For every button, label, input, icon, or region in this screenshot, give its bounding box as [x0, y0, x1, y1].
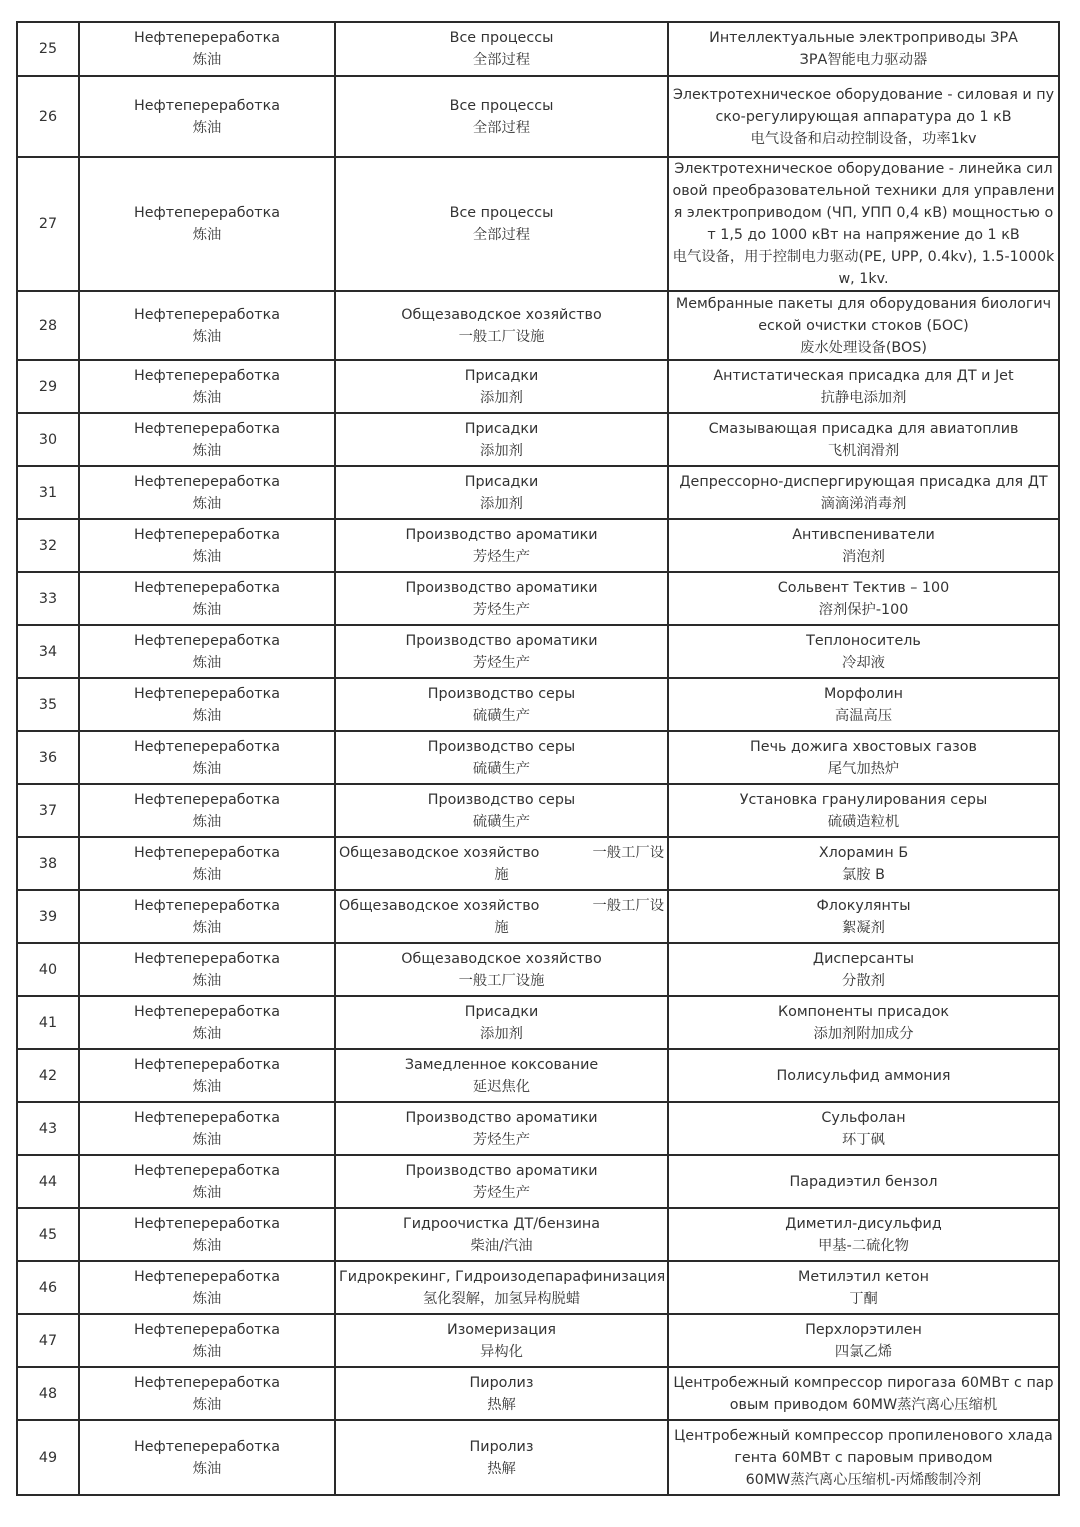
process-ru: Пиролиз [469, 1438, 534, 1455]
product-ru: Интеллектуальные электроприводы ЗРА [709, 30, 1018, 46]
process-zh: 延迟焦化 [472, 1078, 531, 1095]
industry-zh: 炼油 [192, 1237, 222, 1254]
industry-zh: 炼油 [192, 1343, 222, 1360]
product-cell [668, 625, 1059, 678]
process-zh-tail: 施 [494, 866, 509, 883]
industry-zh: 炼油 [192, 1460, 222, 1477]
process-ru: Производство серы [427, 738, 576, 755]
process-cell [335, 466, 668, 519]
product-ru: Антивспениватели [792, 526, 935, 543]
table-row [17, 996, 1059, 1049]
product-zh: 环丁砜 [842, 1131, 885, 1148]
industry-zh: 炼油 [192, 919, 222, 936]
product-text: Центробежный компрессор пирогаза 60МВт с паровым приводом 60MW蒸汽离心压缩机 [673, 1374, 1054, 1413]
product-zh: 高温高压 [834, 707, 893, 724]
table-row [17, 784, 1059, 837]
product-cell [668, 360, 1059, 413]
product-cell [668, 519, 1059, 572]
product-ru: Антистатическая присадка для ДТ и Jet [713, 367, 1014, 384]
industry-cell [79, 943, 335, 996]
product-cell [668, 731, 1059, 784]
table-row [17, 360, 1059, 413]
process-cell [335, 890, 668, 943]
process-ru: Гидрокрекинг, Гидроизодепарафинизация [339, 1268, 666, 1285]
process-ru: Присадки [464, 367, 539, 384]
process-cell [335, 731, 668, 784]
industry-ru: Нефтепереработка [133, 526, 281, 543]
table-row [17, 157, 1059, 291]
process-ru: Присадки [464, 1003, 539, 1020]
row-number: 26 [17, 76, 79, 157]
table-row [17, 1314, 1059, 1367]
industry-zh: 炼油 [192, 654, 222, 671]
industry-zh: 炼油 [192, 495, 222, 512]
process-zh: 添加剂 [480, 442, 523, 459]
process-cell [335, 1208, 668, 1261]
product-cell [668, 1314, 1059, 1367]
product-cell [668, 996, 1059, 1049]
industry-ru: Нефтепереработка [133, 1374, 281, 1391]
row-number: 43 [17, 1102, 79, 1155]
product-zh: 60MW蒸汽离心压缩机-丙烯酸制冷剂 [745, 1471, 982, 1488]
industry-ru: Нефтепереработка [133, 897, 281, 914]
product-zh: 滴滴涕消毒剂 [820, 495, 907, 512]
table-row [17, 1102, 1059, 1155]
row-number: 49 [17, 1420, 79, 1495]
industry-cell [79, 837, 335, 890]
product-zh: 硫磺造粒机 [827, 813, 900, 830]
product-ru: Установка гранулирования серы [739, 791, 988, 808]
row-number: 27 [17, 157, 79, 291]
product-ru: Электротехническое оборудование - линейка силовой преобразовательной техники для управления электроприводом (ЧП, УПП 0,4 кВ) мощностью от 1,5 до 1000 кВт на напряжение до 1 кВ [672, 161, 1055, 243]
process-zh: 氢化裂解，加氢异构脱蜡 [422, 1290, 581, 1307]
process-line [339, 842, 664, 864]
product-ru: Морфолин [824, 685, 903, 702]
process-ru: Производство серы [427, 791, 576, 808]
industry-ru: Нефтепереработка [133, 1003, 281, 1020]
table-row [17, 1261, 1059, 1314]
industry-ru: Нефтепереработка [133, 791, 281, 808]
process-cell [335, 1261, 668, 1314]
product-zh: 飞机润滑剂 [827, 442, 900, 459]
industry-ru: Нефтепереработка [133, 1268, 281, 1285]
process-zh: 芳烃生产 [472, 601, 531, 618]
product-cell [668, 1261, 1059, 1314]
product-zh: 分散剂 [842, 972, 885, 989]
table-row [17, 1420, 1059, 1495]
process-zh: 热解 [487, 1396, 516, 1413]
product-cell [668, 943, 1059, 996]
process-ru: Общезаводское хозяйство [401, 306, 602, 323]
process-cell [335, 1314, 668, 1367]
product-cell [668, 291, 1059, 360]
process-zh: 异构化 [480, 1343, 523, 1360]
industry-cell [79, 157, 335, 291]
product-cell [668, 890, 1059, 943]
industry-cell [79, 1420, 335, 1495]
product-ru: Сольвент Тектив – 100 [777, 579, 950, 596]
product-ru: Депрессорно-диспергирующая присадка для ДТ [679, 473, 1048, 490]
industry-cell [79, 1155, 335, 1208]
product-zh: 电气设备和启动控制设备，功率1kv [750, 130, 977, 147]
product-cell [668, 1155, 1059, 1208]
process-ru: Замедленное коксование [404, 1056, 599, 1073]
process-ru: Общезаводское хозяйство [401, 950, 602, 967]
row-number: 33 [17, 572, 79, 625]
industry-zh: 炼油 [192, 1025, 222, 1042]
product-zh: 絮凝剂 [842, 919, 885, 936]
row-number: 31 [17, 466, 79, 519]
product-ru: Сульфолан [821, 1109, 906, 1126]
row-number: 48 [17, 1367, 79, 1420]
process-zh: 硫磺生产 [472, 813, 531, 830]
industry-zh: 炼油 [192, 442, 222, 459]
industry-ru: Нефтепереработка [133, 1056, 281, 1073]
process-ru: Присадки [464, 473, 539, 490]
industry-zh: 炼油 [192, 1184, 222, 1201]
product-ru: Компоненты присадок [777, 1003, 950, 1020]
table-row [17, 678, 1059, 731]
row-number: 29 [17, 360, 79, 413]
process-zh: 芳烃生产 [472, 1131, 531, 1148]
process-zh: 硫磺生产 [472, 707, 531, 724]
process-cell [335, 76, 668, 157]
process-ru: Производство серы [427, 685, 576, 702]
product-ru: Печь дожига хвостовых газов [750, 738, 977, 755]
industry-zh: 炼油 [192, 972, 222, 989]
process-zh: 一般工厂设 [592, 844, 664, 861]
table-row [17, 291, 1059, 360]
product-cell [668, 22, 1059, 76]
process-ru: Производство ароматики [405, 579, 598, 596]
industry-ru: Нефтепереработка [133, 738, 281, 755]
table-body [17, 22, 1059, 1495]
row-number: 45 [17, 1208, 79, 1261]
product-cell [668, 413, 1059, 466]
industry-cell [79, 466, 335, 519]
industry-zh: 炼油 [192, 119, 222, 136]
process-zh: 全部过程 [472, 52, 531, 68]
industry-zh: 炼油 [192, 1131, 222, 1148]
table-row [17, 837, 1059, 890]
process-cell [335, 1102, 668, 1155]
industry-ru: Нефтепереработка [133, 420, 281, 437]
process-cell [335, 996, 668, 1049]
industry-cell [79, 1102, 335, 1155]
industry-ru: Нефтепереработка [133, 844, 281, 861]
industry-ru: Нефтепереработка [133, 205, 281, 221]
industry-ru: Нефтепереработка [133, 306, 281, 323]
table-row [17, 22, 1059, 76]
process-cell [335, 291, 668, 360]
process-cell [335, 784, 668, 837]
product-ru: Диметил-дисульфид [785, 1215, 942, 1232]
process-zh: 全部过程 [472, 227, 531, 243]
process-zh-tail: 施 [494, 919, 509, 936]
product-zh: 甲基-二硫化物 [818, 1237, 909, 1254]
industry-cell [79, 784, 335, 837]
table-row [17, 1155, 1059, 1208]
process-ru: Изомеризация [447, 1321, 556, 1338]
product-zh: 氯胺 B [842, 866, 885, 883]
product-cell [668, 157, 1059, 291]
industry-zh: 炼油 [192, 760, 222, 777]
industry-ru: Нефтепереработка [133, 1162, 281, 1179]
row-number: 38 [17, 837, 79, 890]
product-cell [668, 1049, 1059, 1102]
industry-zh: 炼油 [192, 389, 222, 406]
industry-zh: 炼油 [192, 1078, 222, 1095]
process-ru: Производство ароматики [405, 526, 598, 543]
process-cell [335, 625, 668, 678]
industry-cell [79, 678, 335, 731]
industry-ru: Нефтепереработка [133, 950, 281, 967]
industry-zh: 炼油 [192, 1290, 222, 1307]
table-row [17, 519, 1059, 572]
row-number: 46 [17, 1261, 79, 1314]
process-ru: Общезаводское хозяйство [339, 897, 540, 914]
industry-cell [79, 996, 335, 1049]
row-number: 42 [17, 1049, 79, 1102]
industry-cell [79, 731, 335, 784]
process-zh: 硫磺生产 [472, 760, 531, 777]
industry-cell [79, 22, 335, 76]
process-cell [335, 837, 668, 890]
row-number: 32 [17, 519, 79, 572]
product-ru: Парадиэтил бензол [789, 1173, 938, 1190]
industry-ru: Нефтепереработка [133, 1321, 281, 1338]
product-zh: 废水处理设备(BOS) [800, 339, 927, 356]
product-zh: 四氯乙烯 [834, 1343, 893, 1360]
table-row [17, 76, 1059, 157]
product-zh: 溶剂保护-100 [818, 601, 909, 618]
product-ru: Смазывающая присадка для авиатоплив [708, 420, 1019, 437]
row-number: 30 [17, 413, 79, 466]
row-number: 25 [17, 22, 79, 76]
industry-ru: Нефтепереработка [133, 367, 281, 384]
process-cell [335, 22, 668, 76]
product-zh: 丁酮 [849, 1290, 878, 1307]
process-ru: Все процессы [449, 97, 554, 114]
table-row [17, 1208, 1059, 1261]
industry-cell [79, 1367, 335, 1420]
industry-zh: 炼油 [192, 1396, 222, 1413]
process-ru: Производство ароматики [405, 1162, 598, 1179]
product-zh: 抗静电添加剂 [820, 389, 907, 406]
product-cell [668, 572, 1059, 625]
product-cell [668, 466, 1059, 519]
industry-zh: 炼油 [192, 813, 222, 830]
row-number: 28 [17, 291, 79, 360]
industry-cell [79, 625, 335, 678]
industry-zh: 炼油 [192, 227, 222, 243]
industry-ru: Нефтепереработка [133, 685, 281, 702]
industry-cell [79, 1314, 335, 1367]
product-cell [668, 1102, 1059, 1155]
industry-cell [79, 1208, 335, 1261]
process-cell [335, 1155, 668, 1208]
process-zh: 一般工厂设施 [458, 328, 545, 345]
industry-cell [79, 572, 335, 625]
process-zh: 热解 [487, 1460, 516, 1477]
process-zh: 芳烃生产 [472, 1184, 531, 1201]
process-zh: 添加剂 [480, 389, 523, 406]
industry-zh: 炼油 [192, 707, 222, 724]
product-cell [668, 1208, 1059, 1261]
equipment-table [16, 21, 1060, 1496]
product-cell [668, 1420, 1059, 1495]
industry-ru: Нефтепереработка [133, 30, 281, 46]
industry-cell [79, 291, 335, 360]
industry-ru: Нефтепереработка [133, 579, 281, 596]
process-ru: Все процессы [449, 30, 554, 46]
industry-zh: 炼油 [192, 52, 222, 68]
product-cell [668, 678, 1059, 731]
product-ru: Полисульфид аммония [776, 1067, 951, 1084]
process-zh: 柴油/汽油 [470, 1237, 533, 1254]
process-cell [335, 572, 668, 625]
process-cell [335, 678, 668, 731]
product-ru: Теплоноситель [806, 632, 921, 649]
process-cell [335, 519, 668, 572]
table-row [17, 943, 1059, 996]
process-ru: Присадки [464, 420, 539, 437]
table-row [17, 413, 1059, 466]
process-zh: 全部过程 [472, 119, 531, 136]
process-cell [335, 413, 668, 466]
process-ru: Пиролиз [469, 1374, 534, 1391]
table-row [17, 466, 1059, 519]
table-row [17, 890, 1059, 943]
industry-cell [79, 1261, 335, 1314]
industry-cell [79, 413, 335, 466]
product-ru: Дисперсанты [812, 950, 915, 967]
product-zh: ЗРА智能电力驱动器 [799, 52, 928, 68]
row-number: 47 [17, 1314, 79, 1367]
row-number: 41 [17, 996, 79, 1049]
industry-cell [79, 1049, 335, 1102]
product-cell [668, 837, 1059, 890]
process-zh: 芳烃生产 [472, 654, 531, 671]
process-cell [335, 943, 668, 996]
process-zh: 一般工厂设施 [458, 972, 545, 989]
product-zh: 添加剂附加成分 [813, 1025, 914, 1042]
industry-ru: Нефтепереработка [133, 1109, 281, 1126]
table-row [17, 1049, 1059, 1102]
row-number: 44 [17, 1155, 79, 1208]
process-ru: Все процессы [449, 205, 554, 221]
industry-ru: Нефтепереработка [133, 632, 281, 649]
product-ru: Центробежный компрессор пропиленового хладагента 60МВт с паровым приводом [674, 1427, 1053, 1466]
industry-cell [79, 519, 335, 572]
industry-cell [79, 890, 335, 943]
product-cell [668, 784, 1059, 837]
row-number: 40 [17, 943, 79, 996]
product-zh: 尾气加热炉 [827, 760, 900, 777]
industry-ru: Нефтепереработка [133, 97, 281, 114]
product-ru: Перхлорэтилен [805, 1321, 922, 1338]
process-ru: Общезаводское хозяйство [339, 844, 540, 861]
product-ru: Электротехническое оборудование - силовая и пуско-регулирующая аппаратура до 1 кВ [672, 86, 1055, 125]
row-number: 36 [17, 731, 79, 784]
product-ru: Флокулянты [816, 897, 911, 914]
industry-cell [79, 360, 335, 413]
table-row [17, 731, 1059, 784]
industry-ru: Нефтепереработка [133, 1215, 281, 1232]
process-zh: 芳烃生产 [472, 548, 531, 565]
product-zh: 冷却液 [842, 654, 885, 671]
industry-zh: 炼油 [192, 328, 222, 345]
row-number: 35 [17, 678, 79, 731]
product-ru: Хлорамин Б [818, 844, 909, 861]
product-cell [668, 76, 1059, 157]
table-row [17, 625, 1059, 678]
process-cell [335, 1049, 668, 1102]
industry-ru: Нефтепереработка [133, 473, 281, 490]
industry-zh: 炼油 [192, 601, 222, 618]
industry-cell [79, 76, 335, 157]
process-ru: Гидроочистка ДТ/бензина [402, 1215, 600, 1232]
table-row [17, 572, 1059, 625]
industry-ru: Нефтепереработка [133, 1438, 281, 1455]
process-zh: 添加剂 [480, 1025, 523, 1042]
product-ru: Метилэтил кетон [798, 1268, 929, 1285]
process-cell [335, 1420, 668, 1495]
process-zh: 添加剂 [480, 495, 523, 512]
product-zh: 消泡剂 [842, 548, 885, 565]
product-zh: 电气设备，用于控制电力驱动(PE, UPP, 0.4kv), 1.5-1000kw, 1kv. [672, 249, 1055, 287]
process-cell [335, 157, 668, 291]
process-line [339, 895, 664, 917]
row-number: 34 [17, 625, 79, 678]
table-row [17, 1367, 1059, 1420]
product-ru: Мембранные пакеты для оборудования биологической очистки стоков (БОС) [675, 295, 1052, 334]
product-cell [668, 1367, 1059, 1420]
row-number: 37 [17, 784, 79, 837]
industry-zh: 炼油 [192, 866, 222, 883]
process-ru: Производство ароматики [405, 1109, 598, 1126]
process-cell [335, 1367, 668, 1420]
industry-zh: 炼油 [192, 548, 222, 565]
process-ru: Производство ароматики [405, 632, 598, 649]
row-number: 39 [17, 890, 79, 943]
process-cell [335, 360, 668, 413]
process-zh: 一般工厂设 [592, 897, 664, 914]
